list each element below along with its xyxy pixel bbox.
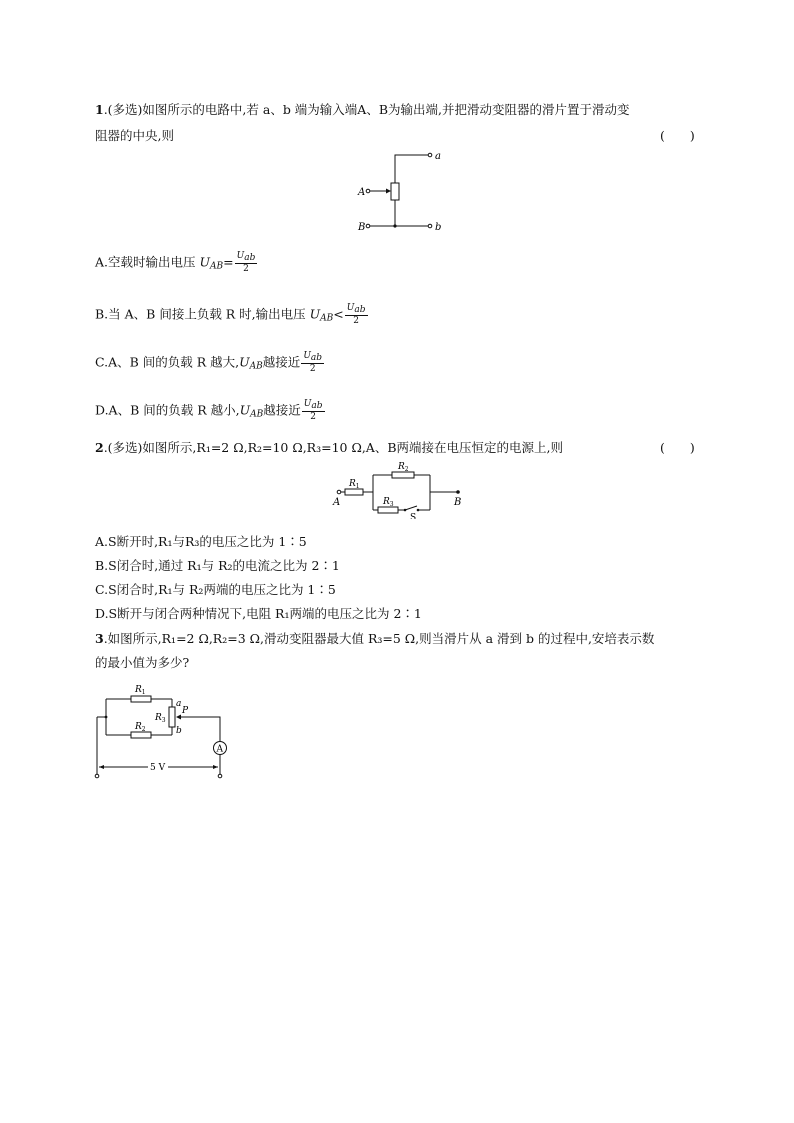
q3-junction <box>105 716 108 719</box>
q1-option-d <box>95 400 325 422</box>
q1-option-c-num: U <box>303 351 311 361</box>
q1-option-b-fraction <box>345 304 368 326</box>
q1-option-c-den: 2 <box>309 364 316 374</box>
q2-option-c: C.S闭合时,R₁与 R₂两端的电压之比为 1∶5 <box>95 582 336 597</box>
q1-option-b-text: B.当 A、B 间接上负载 R 时,输出电压 <box>95 306 310 322</box>
q1-option-c-fraction <box>301 352 324 374</box>
q1-option-a-symbol: U <box>199 254 211 270</box>
q1-stem-line2 <box>95 126 174 144</box>
q1-option-d-fraction <box>302 400 325 422</box>
q3-label-voltage: 5 V <box>150 763 166 773</box>
q1-option-d-relation: 越接近 <box>263 402 301 418</box>
q3-voltage-arrow-right <box>213 765 218 769</box>
q1-label-b: b <box>435 222 442 233</box>
q1-option-a-numsub: ab <box>244 253 256 263</box>
q3-label-r2: $R_2$ <box>135 722 146 733</box>
q2-label-r3: $R_3$ <box>383 497 394 508</box>
q2-option-a: A.S断开时,R₁与R₃的电压之比为 1∶5 <box>95 534 307 549</box>
q2-switch-contact <box>417 509 420 512</box>
q1-stem-line1 <box>95 100 630 118</box>
q1-option-b <box>95 304 368 326</box>
q3-label-b: b <box>176 726 182 736</box>
q2-option-d: D.S断开与闭合两种情况下,电阻 R₁两端的电压之比为 2∶1 <box>95 606 422 621</box>
q1-option-d-subscript: AB <box>250 409 264 420</box>
q1-option-b-numsub: ab <box>354 305 366 315</box>
q1-stem-text1: .(多选)如图所示的电路中,若 a、b 端为输入端A、B为输出端,并把滑动变阻器的滑片置于滑动变 <box>103 102 630 117</box>
q1-option-b-subscript: AB <box>320 313 334 324</box>
q1-option-c-symbol: U <box>239 354 250 370</box>
q2-label-r2: $R_2$ <box>398 462 409 473</box>
q1-option-d-numsub: ab <box>311 401 323 411</box>
q3-stem-line2 <box>95 653 189 671</box>
q3-label-r1: $R_1$ <box>135 685 146 696</box>
q2-resistor-r2 <box>392 472 414 478</box>
q1-option-a-fraction <box>235 252 258 274</box>
q3-label-P: P <box>182 706 189 716</box>
q3-wire-slider-ammeter <box>181 717 220 741</box>
q1-option-a <box>95 252 257 274</box>
q2-label-B: B <box>454 497 462 508</box>
q2-label-A: A <box>333 497 341 508</box>
q3-label-a: a <box>176 699 182 709</box>
q1-option-a-relation: = <box>223 254 234 270</box>
q2-terminal-A <box>337 490 341 494</box>
q1-option-d-den: 2 <box>310 412 316 422</box>
q3-rheostat-r3 <box>169 707 175 727</box>
q3-label-r3: $R_3$ <box>155 713 166 724</box>
q1-option-c-text: C.A、B 间的负载 R 越大, <box>95 354 240 370</box>
q1-option-b-num: U <box>346 303 355 313</box>
q1-option-a-subscript: AB <box>210 261 224 272</box>
q2-label-r1: $R_1$ <box>349 479 360 490</box>
q3-voltage-arrow-left <box>99 765 104 769</box>
q1-option-b-relation: < <box>333 306 344 322</box>
q1-number: 1 <box>95 102 104 117</box>
q1-option-b-symbol: U <box>309 306 321 322</box>
q2-stem-line1 <box>95 438 563 456</box>
q2-option-b: B.S闭合时,通过 R₁与 R₂的电流之比为 2∶1 <box>95 558 340 573</box>
q1-wire-top <box>395 155 428 183</box>
q3-terminal-right <box>218 774 222 778</box>
q1-terminal-a <box>428 153 432 157</box>
q2-stem-text1: .(多选)如图所示,R₁=2 Ω,R₂=10 Ω,R₃=10 Ω,A、B两端接在电压恒定的电源上,则 <box>103 440 563 455</box>
q2-switch-blade <box>405 506 417 510</box>
q1-slider-arrow <box>386 189 391 194</box>
q3-ammeter-label: A <box>216 744 223 755</box>
q2-resistor-r1 <box>345 489 363 495</box>
q2-resistor-r3 <box>378 507 398 513</box>
q1-option-a-num: U <box>236 251 245 261</box>
q2-terminal-B <box>456 490 460 494</box>
q3-terminal-left <box>95 774 99 778</box>
q1-option-d-num: U <box>303 399 312 409</box>
q3-resistor-r1 <box>131 696 151 702</box>
q1-option-a-den: 2 <box>243 264 249 274</box>
q1-option-c-subscript: AB <box>249 361 263 372</box>
q3-circuit-diagram <box>92 682 238 786</box>
q1-option-d-text: D.A、B 间的负载 R 越小, <box>95 402 240 418</box>
q2-circuit-diagram <box>330 457 470 519</box>
q1-label-a: a <box>435 151 441 162</box>
q1-terminal-b <box>428 224 432 228</box>
q1-option-d-symbol: U <box>239 402 251 418</box>
q1-option-c-numsub: ab <box>310 353 323 363</box>
q1-terminal-B <box>366 224 370 228</box>
q3-stem-text1: .如图所示,R₁=2 Ω,R₂=3 Ω,滑动变阻器最大值 R₃=5 Ω,则当滑片从 a 滑到 b 的过程中,安培表示数 <box>103 631 655 646</box>
q3-number: 3 <box>95 631 104 646</box>
q2-label-S: S <box>410 513 417 519</box>
q1-label-B: B <box>358 222 366 233</box>
q1-answer-paren: ( ) <box>660 128 695 143</box>
q3-stem-line1 <box>95 629 654 647</box>
q1-option-a-text: A.空载时输出电压 <box>95 254 200 270</box>
q3-slider-arrow <box>176 715 181 720</box>
q1-rheostat <box>391 183 399 200</box>
q2-number: 2 <box>95 440 104 455</box>
q1-label-A: A <box>358 187 366 198</box>
q1-junction <box>393 224 396 227</box>
q1-stem-text2: 阻器的中央,则 <box>95 128 174 143</box>
q1-option-b-den: 2 <box>353 316 360 326</box>
q3-stem-text2: 的最小值为多少? <box>95 655 190 670</box>
q1-circuit-diagram <box>355 145 455 240</box>
q2-answer-paren: ( ) <box>660 440 695 455</box>
q1-terminal-A <box>366 189 370 193</box>
q1-option-c <box>95 352 324 374</box>
q1-option-c-relation: 越接近 <box>262 354 301 370</box>
q2-switch-pivot <box>404 509 407 512</box>
